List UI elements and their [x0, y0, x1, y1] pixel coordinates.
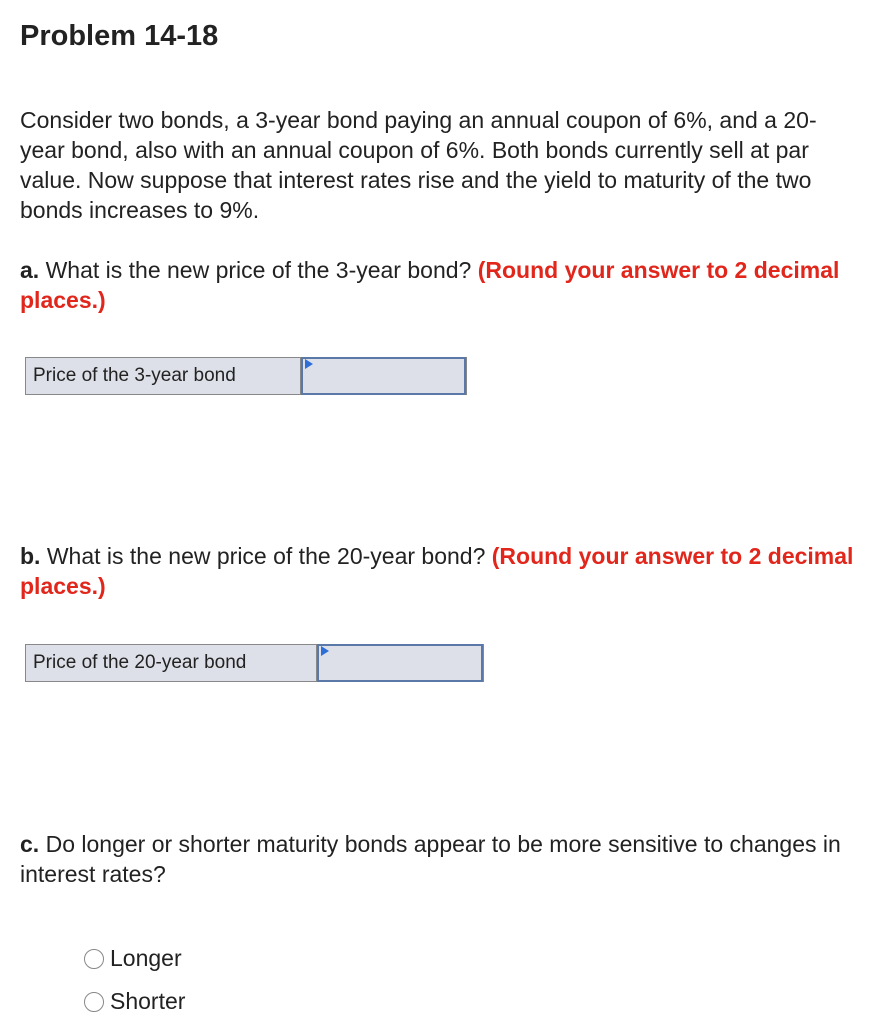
answer-row-b	[25, 644, 484, 682]
answer-row-a	[25, 357, 467, 395]
question-b	[20, 541, 860, 601]
question-b-text: What is the new price of the 20-year bond?	[46, 543, 486, 569]
answer-b-flag-icon	[321, 646, 329, 656]
problem-title: Problem 14-18	[20, 20, 219, 52]
option-shorter[interactable]	[84, 988, 185, 1015]
question-c-letter: c.	[20, 831, 40, 857]
option-shorter-label: Shorter	[110, 988, 186, 1014]
radio-longer[interactable]	[84, 949, 104, 969]
answer-b-label: Price of the 20-year bond	[26, 645, 317, 681]
answer-a-label: Price of the 3-year bond	[26, 358, 301, 394]
problem-intro: Consider two bonds, a 3-year bond paying an annual coupon of 6%, and a 20-year bond, also with an annual coupon of 6%. Both bonds currently sell at par value. Now suppose that interest rates rise and the yield to maturity of the two bonds increases to 9%.	[20, 107, 817, 223]
answer-b-input[interactable]	[317, 644, 483, 682]
question-a-letter: a.	[20, 257, 40, 283]
radio-shorter[interactable]	[84, 992, 104, 1012]
answer-a-flag-icon	[305, 359, 313, 369]
question-a-text: What is the new price of the 3-year bond?	[45, 257, 472, 283]
question-a-note: (Round your answer to 2 decimal places.)	[20, 257, 840, 313]
option-longer-label: Longer	[110, 945, 182, 971]
question-a	[20, 255, 860, 315]
question-c	[20, 829, 860, 889]
question-b-note: (Round your answer to 2 decimal places.)	[20, 543, 854, 599]
question-b-letter: b.	[20, 543, 41, 569]
option-longer[interactable]	[84, 945, 182, 972]
answer-a-input[interactable]	[301, 357, 466, 395]
question-c-text: Do longer or shorter maturity bonds appear to be more sensitive to changes in interest rates?	[20, 831, 841, 887]
